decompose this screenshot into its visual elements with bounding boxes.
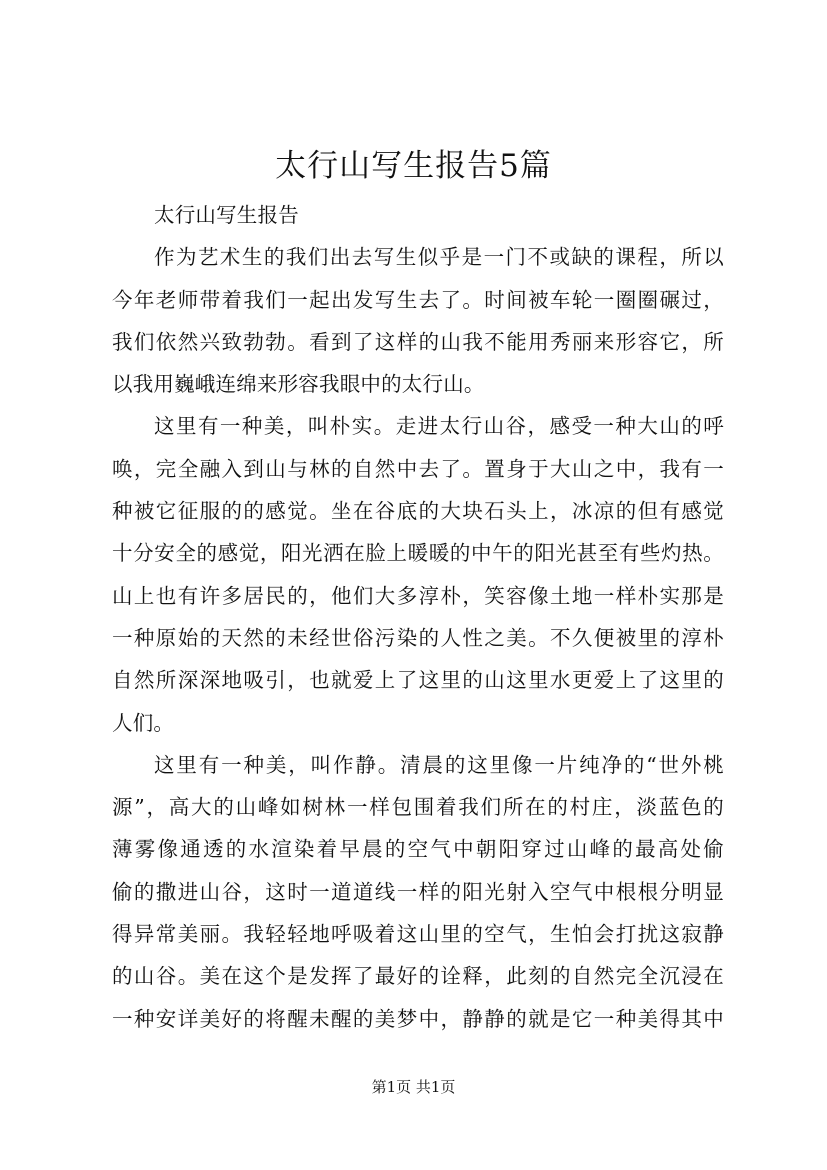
- body-line: 以我用巍峨连绵来形容我眼中的太行山。: [112, 372, 485, 397]
- body-line: 偷的撒进山谷，这时一道道线一样的阳光射入空气中根根分明显: [112, 879, 724, 904]
- body-line: 我们依然兴致勃勃。看到了这样的山我不能用秀丽来形容它，所: [112, 329, 724, 354]
- body-line: 自然所深深地吸引，也就爱上了这里的山这里水更爱上了这里的: [112, 668, 724, 693]
- page-footer: 第1页 共1页: [371, 1078, 456, 1096]
- body-line: 山上也有许多居民的，他们大多淳朴，笑容像土地一样朴实那是: [112, 583, 724, 608]
- body-line: 今年老师带着我们一起出发写生去了。时间被车轮一圈圈碾过，: [112, 287, 724, 312]
- body-line: 得异常美丽。我轻轻地呼吸着这山里的空气，生怕会打扰这寂静: [112, 922, 724, 947]
- body-line: 作为艺术生的我们出去写生似乎是一门不或缺的课程，所以: [154, 245, 724, 270]
- body-line: 十分安全的感觉，阳光洒在脸上暖暖的中午的阳光甚至有些灼热。: [112, 541, 724, 566]
- body-line: 唤，完全融入到山与林的自然中去了。置身于大山之中，我有一: [112, 456, 724, 481]
- body-line: 太行山写生报告: [154, 203, 299, 227]
- document-title: 太行山写生报告5篇: [275, 148, 552, 184]
- body-line: 一种原始的天然的未经世俗污染的人性之美。不久便被里的淳朴: [112, 625, 724, 650]
- body-line: 这里有一种美，叫朴实。走进太行山谷，感受一种大山的呼: [154, 414, 724, 439]
- body-line: 种被它征服的的感觉。坐在谷底的大块石头上，冰凉的但有感觉: [112, 499, 724, 524]
- body-line: 人们。: [112, 710, 175, 735]
- body-line: 的山谷。美在这个是发挥了最好的诠释，此刻的自然完全沉浸在: [112, 964, 724, 989]
- body-line: 一种安详美好的将醒未醒的美梦中，静静的就是它一种美得其中: [112, 1006, 724, 1031]
- body-line: 源”，高大的山峰如树林一样包围着我们所在的村庄，淡蓝色的: [112, 795, 724, 820]
- document-body: [112, 194, 724, 1040]
- body-line: 这里有一种美，叫作静。清晨的这里像一片纯净的“世外桃: [154, 752, 724, 777]
- body-line: 薄雾像通透的水渲染着早晨的空气中朝阳穿过山峰的最高处偷: [112, 837, 724, 862]
